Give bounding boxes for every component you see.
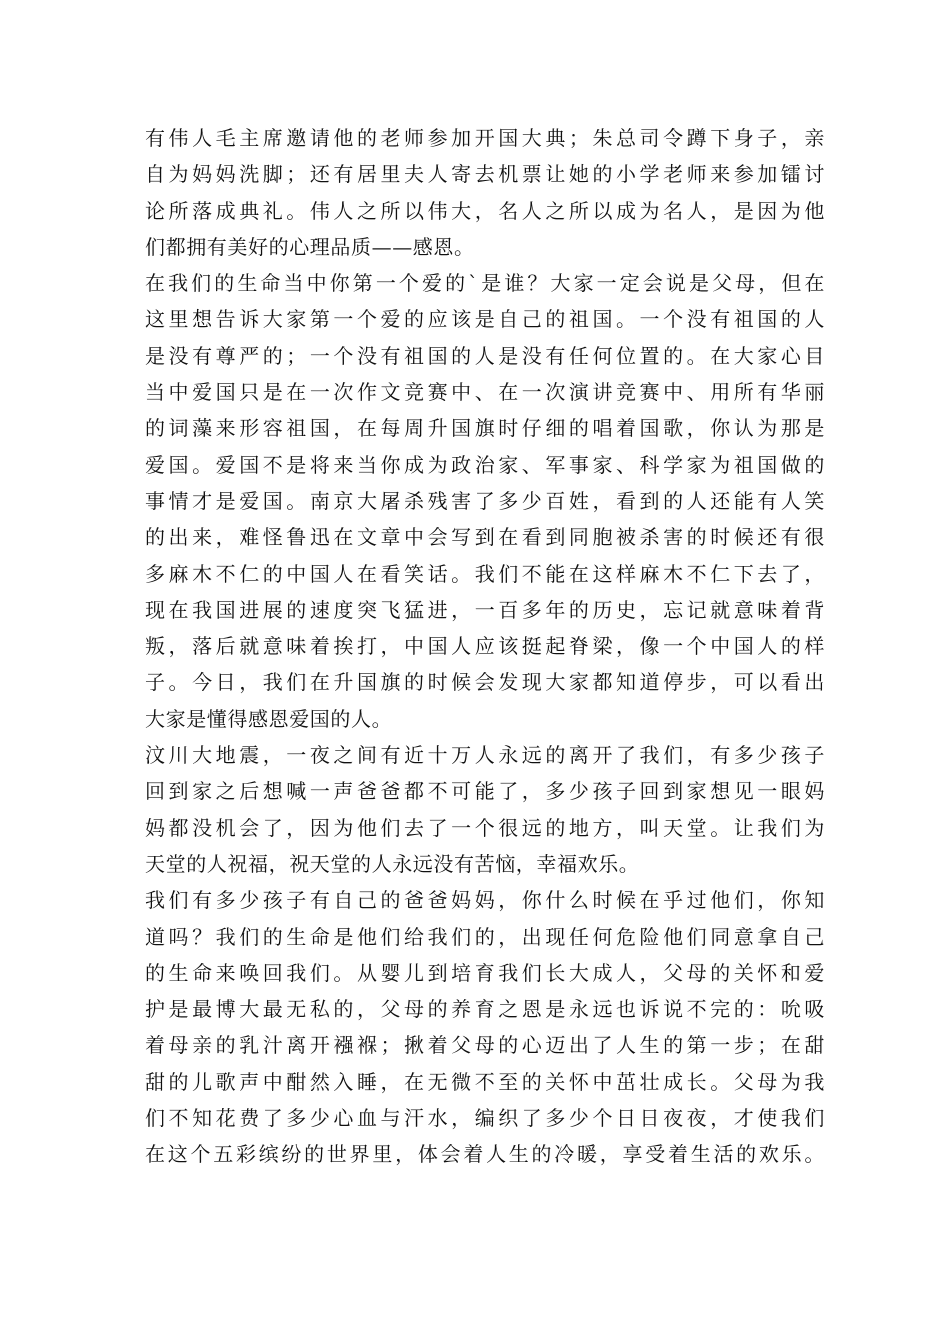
text-line: 的生命来唤回我们。从婴儿到培育我们长大成人，父母的关怀和爱 bbox=[145, 960, 825, 985]
text-line: 在我们的生命当中你第一个爱的`是谁？大家一定会说是父母，但在 bbox=[145, 271, 825, 296]
text-line: 论所落成典礼。伟人之所以伟大，名人之所以成为名人，是因为他 bbox=[145, 198, 825, 223]
text-line: 们不知花费了多少心血与汗水，编织了多少个日日夜夜，才使我们 bbox=[145, 1106, 825, 1131]
text-line: 爱国。爱国不是将来当你成为政治家、军事家、科学家为祖国做的 bbox=[145, 452, 825, 477]
text-line: 道吗？我们的生命是他们给我们的，出现任何危险他们同意拿自己 bbox=[145, 924, 825, 949]
text-line: 子。今日，我们在升国旗的时候会发现大家都知道停步，可以看出 bbox=[145, 670, 825, 695]
text-line: 自为妈妈洗脚；还有居里夫人寄去机票让她的小学老师来参加镭讨 bbox=[145, 162, 825, 187]
text-line: 大家是懂得感恩爱国的人。 bbox=[145, 706, 393, 731]
text-line: 天堂的人祝福，祝天堂的人永远没有苦恼，幸福欢乐。 bbox=[145, 851, 640, 876]
text-line: 在这个五彩缤纷的世界里，体会着人生的冷暖，享受着生活的欢乐。 bbox=[145, 1142, 825, 1167]
text-line: 当中爱国只是在一次作文竞赛中、在一次演讲竞赛中、用所有华丽 bbox=[145, 380, 825, 405]
text-line: 多麻木不仁的中国人在看笑话。我们不能在这样麻木不仁下去了， bbox=[145, 561, 825, 586]
text-line: 是没有尊严的；一个没有祖国的人是没有任何位置的。在大家心目 bbox=[145, 343, 825, 368]
text-line: 甜的儿歌声中酣然入睡，在无微不至的关怀中茁壮成长。父母为我 bbox=[145, 1069, 825, 1094]
text-line: 们都拥有美好的心理品质——感恩。 bbox=[145, 234, 475, 259]
document-body bbox=[145, 120, 825, 1173]
text-line: 回到家之后想喊一声爸爸都不可能了，多少孩子回到家想见一眼妈 bbox=[145, 779, 825, 804]
text-line: 叛，落后就意味着挨打，中国人应该挺起脊梁，像一个中国人的样 bbox=[145, 634, 825, 659]
text-line: 事情才是爱国。南京大屠杀残害了多少百姓，看到的人还能有人笑 bbox=[145, 488, 825, 513]
text-line: 护是最博大最无私的，父母的养育之恩是永远也诉说不完的：吮吸 bbox=[145, 997, 825, 1022]
text-line: 的词藻来形容祖国，在每周升国旗时仔细的唱着国歌，你认为那是 bbox=[145, 416, 825, 441]
text-line: 妈都没机会了，因为他们去了一个很远的地方，叫天堂。让我们为 bbox=[145, 815, 825, 840]
text-line: 这里想告诉大家第一个爱的应该是自己的祖国。一个没有祖国的人 bbox=[145, 307, 825, 332]
document-page bbox=[145, 120, 825, 1173]
text-line: 我们有多少孩子有自己的爸爸妈妈，你什么时候在乎过他们，你知 bbox=[145, 888, 825, 913]
text-line: 汶川大地震，一夜之间有近十万人永远的离开了我们，有多少孩子 bbox=[145, 743, 825, 768]
text-line: 的出来，难怪鲁迅在文章中会写到在看到同胞被杀害的时候还有很 bbox=[145, 525, 825, 550]
text-line: 着母亲的乳汁离开襁褓；揪着父母的心迈出了人生的第一步；在甜 bbox=[145, 1033, 825, 1058]
text-line: 有伟人毛主席邀请他的老师参加开国大典；朱总司令蹲下身子，亲 bbox=[145, 126, 825, 150]
text-line: 现在我国进展的速度突飞猛进，一百多年的历史，忘记就意味着背 bbox=[145, 597, 825, 622]
